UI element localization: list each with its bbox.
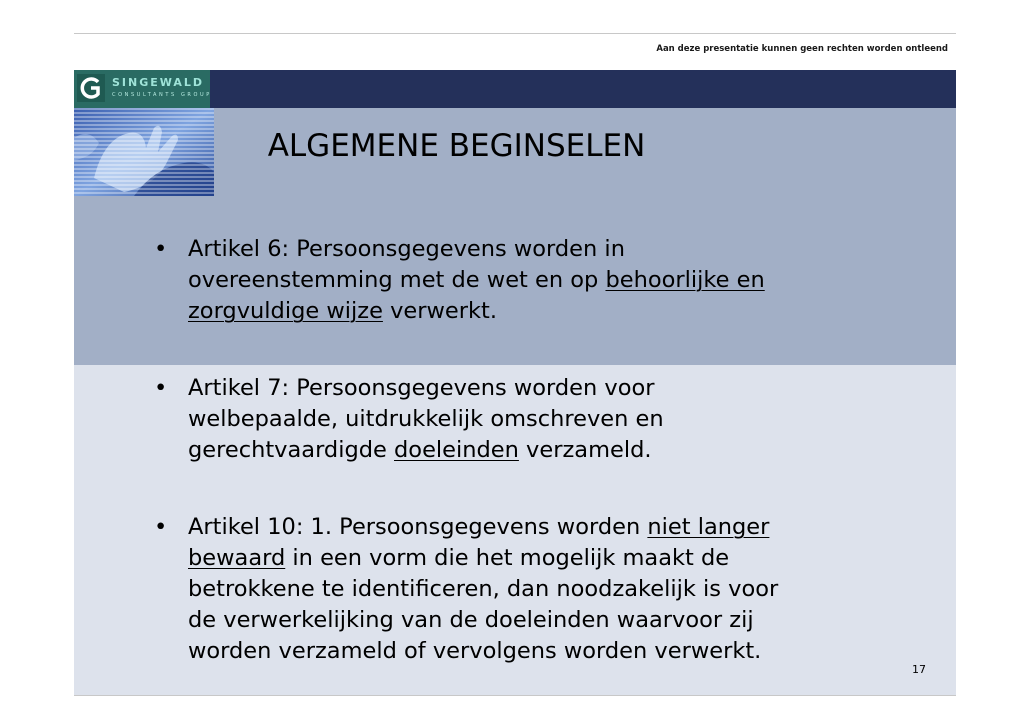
bullet-line: [188, 574, 778, 605]
slide-title: ALGEMENE BEGINSELEN: [267, 128, 646, 164]
text-segment: Artikel 10: 1. Persoonsgegevens worden: [188, 514, 648, 540]
underlined-term: bewaard: [188, 545, 286, 571]
text-segment: in een vorm die het mogelijk maakt de: [285, 545, 730, 571]
logo-icon: [77, 74, 105, 102]
bullet-text: [188, 234, 765, 327]
company-logo: [74, 70, 210, 108]
bullet-line: [188, 543, 778, 574]
bullet-text: [188, 512, 778, 667]
bullet-line: [188, 265, 765, 296]
bullet-line: [188, 636, 778, 667]
underlined-term: niet langer: [647, 514, 770, 540]
bullet-line: [188, 435, 664, 466]
text-segment: verzameld.: [518, 437, 652, 463]
bullet-line: [188, 404, 664, 435]
underlined-term: doeleinden: [394, 437, 519, 463]
bullet-text: [188, 373, 664, 466]
bullet-line: [188, 373, 664, 404]
bullet-line: [188, 512, 778, 543]
logo-subtitle: CONSULTANTS GROUP: [112, 92, 212, 98]
text-segment: Artikel 7: Persoonsgegevens worden voor: [188, 375, 655, 401]
bullet-line: [188, 234, 765, 265]
text-segment: overeenstemming met de wet en op: [188, 267, 606, 293]
text-segment: de verwerkelijking van de doeleinden waarvoor zij: [188, 607, 754, 633]
underlined-term: zorgvuldige wijze: [188, 298, 383, 324]
text-segment: gerechtvaardigde: [188, 437, 395, 463]
logo-name: SINGEWALD: [112, 76, 205, 89]
slide: [74, 33, 956, 696]
bullet-dot: •: [154, 236, 168, 262]
bullet-dot: •: [154, 514, 168, 540]
underlined-term: behoorlijke en: [605, 267, 765, 293]
text-segment: Artikel 6: Persoonsgegevens worden in: [188, 236, 625, 262]
bullet-dot: •: [154, 375, 168, 401]
text-segment: worden verzameld of vervolgens worden verwerkt.: [188, 638, 762, 664]
page-number: 17: [912, 663, 926, 676]
text-segment: betrokkene te identificeren, dan noodzakelijk is voor: [188, 576, 779, 602]
bullet-line: [188, 605, 778, 636]
bullet-line: [188, 296, 765, 327]
text-segment: verwerkt.: [382, 298, 497, 324]
text-segment: welbepaalde, uitdrukkelijk omschreven en: [188, 406, 664, 432]
disclaimer-text: Aan deze presentatie kunnen geen rechten worden ontleend: [656, 44, 948, 54]
